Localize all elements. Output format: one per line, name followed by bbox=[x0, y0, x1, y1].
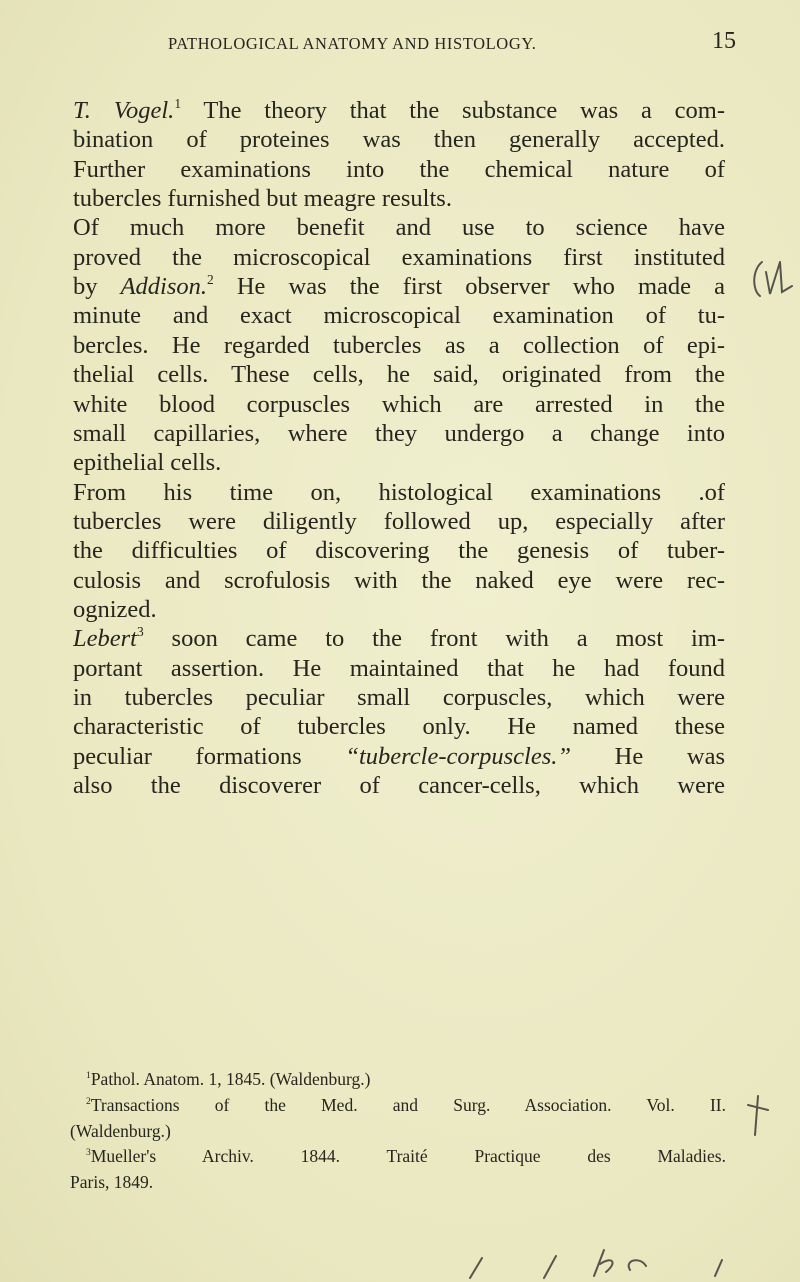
footnote-line bbox=[70, 1120, 171, 1142]
text-line bbox=[73, 272, 725, 302]
text-run: Pathol. Anatom. 1, 1845. (Waldenburg.) bbox=[90, 1069, 371, 1089]
text-run: Further examinations into the chemical nature of bbox=[73, 155, 725, 183]
text-run: The theory that the substance was a com- bbox=[181, 97, 725, 124]
footnote-line bbox=[86, 1068, 371, 1090]
text-line bbox=[73, 742, 725, 772]
text-run: proved the microscopical examinations first instituted bbox=[73, 243, 725, 271]
text-run: epithelial cells. bbox=[73, 449, 222, 477]
text-run: ognized. bbox=[73, 595, 157, 623]
text-line bbox=[73, 507, 725, 537]
text-run: also the discoverer of cancer-cells, which were bbox=[73, 772, 725, 800]
text-run: the difficulties of discovering the genesis of tuber- bbox=[73, 537, 725, 565]
text-line bbox=[73, 390, 725, 420]
footnote-reference: 1 bbox=[86, 1069, 91, 1081]
text-run: (Waldenburg.) bbox=[70, 1120, 171, 1141]
text-run: thelial cells. These cells, he said, originated from the bbox=[73, 361, 725, 389]
footnote-line bbox=[86, 1094, 726, 1116]
text-line bbox=[73, 712, 725, 742]
footnote-line bbox=[86, 1145, 726, 1167]
text-run: Of much more benefit and use to science have bbox=[73, 214, 725, 242]
text-run: soon came to the front with a most im- bbox=[143, 625, 725, 653]
footnote-reference: 2 bbox=[86, 1095, 91, 1107]
text-line bbox=[73, 624, 725, 654]
text-run: by bbox=[73, 273, 121, 301]
footnote-line bbox=[70, 1171, 153, 1193]
text-run: peculiar formations bbox=[73, 742, 346, 770]
italic-text: Lebert bbox=[73, 625, 137, 653]
running-title: PATHOLOGICAL ANATOMY AND HISTOLOGY. bbox=[168, 34, 537, 53]
text-line bbox=[73, 536, 725, 566]
text-line bbox=[73, 654, 725, 684]
text-run: characteristic of tubercles only. He named these bbox=[73, 713, 725, 741]
text-run: Mueller's Archiv. 1844. Traité Practique des Maladies. bbox=[90, 1146, 726, 1167]
text-line bbox=[73, 184, 725, 214]
text-line bbox=[73, 155, 725, 185]
text-run: tubercles furnished but meagre results. bbox=[73, 185, 452, 213]
text-run: tubercles were diligently followed up, especially after bbox=[73, 507, 725, 535]
text-line bbox=[73, 419, 725, 449]
text-run: minute and exact microscopical examination of tu- bbox=[73, 302, 725, 330]
page-number: 15 bbox=[712, 28, 736, 54]
text-line bbox=[73, 243, 725, 273]
text-line bbox=[73, 566, 725, 596]
italic-text: T. Vogel. bbox=[73, 97, 175, 124]
text-line bbox=[73, 683, 725, 713]
text-line bbox=[73, 213, 725, 243]
text-line bbox=[73, 478, 725, 508]
text-run: culosis and scrofulosis with the naked eye were rec- bbox=[73, 566, 725, 594]
text-run: Paris, 1849. bbox=[70, 1172, 154, 1193]
text-line bbox=[73, 331, 725, 361]
text-line bbox=[73, 448, 725, 478]
footnote-reference: 3 bbox=[86, 1147, 91, 1159]
text-line bbox=[73, 771, 725, 801]
footnote-reference: 1 bbox=[174, 96, 182, 111]
text-line bbox=[73, 125, 725, 155]
italic-text: “tubercle-corpuscles.” bbox=[345, 742, 572, 770]
text-run: portant assertion. He maintained that he had found bbox=[73, 654, 725, 682]
text-line bbox=[73, 96, 725, 126]
italic-text: Addison. bbox=[120, 273, 208, 301]
text-run: Transactions of the Med. and Surg. Association. Vol. II. bbox=[90, 1094, 726, 1115]
text-run: white blood corpuscles which are arrested in the bbox=[73, 390, 725, 418]
footnote-reference: 2 bbox=[207, 272, 214, 287]
text-run: bercles. He regarded tubercles as a collection of epi- bbox=[73, 331, 725, 359]
text-line bbox=[73, 301, 725, 331]
text-run: in tubercles peculiar small corpuscles, which were bbox=[73, 684, 725, 711]
text-run: From his time on, histological examinations .of bbox=[73, 478, 725, 506]
text-run: He was bbox=[571, 742, 725, 770]
footnote-reference: 3 bbox=[136, 624, 144, 640]
text-line bbox=[73, 360, 725, 390]
text-run: bination of proteines was then generally accepted. bbox=[73, 126, 725, 154]
text-run: small capillaries, where they undergo a change into bbox=[73, 419, 725, 447]
text-line bbox=[73, 595, 725, 625]
text-run: He was the first observer who made a bbox=[213, 273, 725, 301]
